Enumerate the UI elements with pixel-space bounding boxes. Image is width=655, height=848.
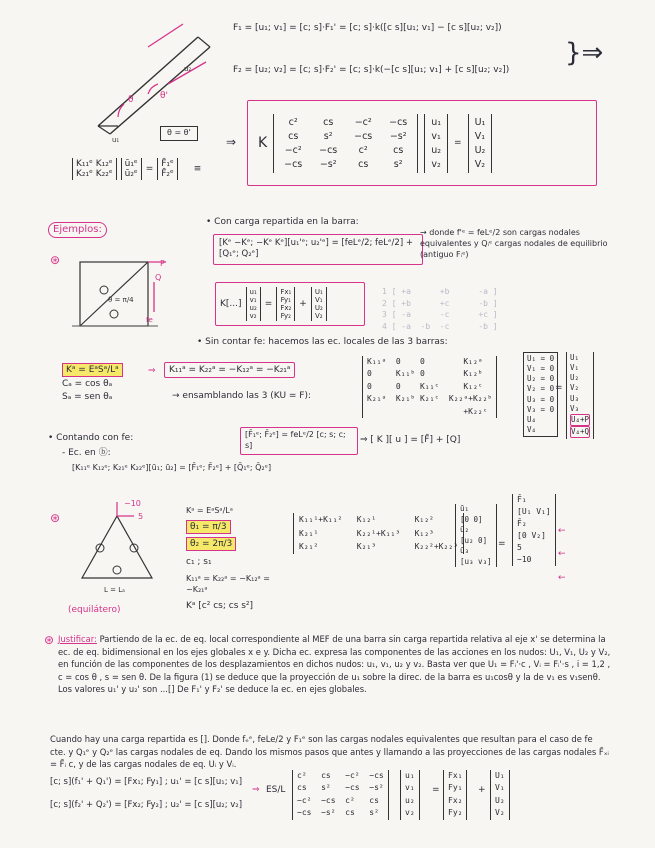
justificar-p2: Cuando hay una carga repartida es []. Donde fₑᵉ, feLe/2 y F₁ᵉ son las cargas nodales equivalentes que resultan para el caso de fe cte. y Q₁ᵉ y Q₂ᵉ las cargas nodales de eq. Dando los mismos pasos que antes y llamando a las proyecciones de las cargas nodales F̄ₓᵢ = F̄ᵢ c, y de las cargas nodales de eq. Uᵢ y Vᵢ. — [50, 734, 609, 770]
k-cell: s² — [323, 130, 333, 142]
equals-sign: = — [555, 383, 563, 393]
force-entry: V₁ — [474, 130, 486, 142]
svg-text:u₂: u₂ — [184, 65, 192, 73]
final-f-vector: Fx₁ Fy₁ Fx₂ Fy₂ — [443, 770, 467, 820]
k-definition: Kᵃ = EᵃSᵃ/Lᵃ — [62, 363, 123, 377]
ec-en-label: - Ec. en ⓑ: — [62, 448, 111, 458]
theta-pi4-label: θ = π/4 — [108, 296, 134, 304]
tri-u-vector: ū₁ [0 0] ū₂ [u₂ 0] ū₃ [u₃ v₃] — [455, 504, 497, 567]
reaction-vector: U₁ V₁ U₂ V₂ U₃ V₃ U₄+P V₄+Q — [566, 352, 594, 439]
tri-f-vector: F̄₁ [U₁ V₁] F̄₂ [0 V₂] 5 −10 — [512, 494, 556, 566]
f1-equation: F₁ = [u₁; v₁] = [c; s]·F₁' = [c; s]·k([c s][u₁; v₁] − [c s][u₂; v₂]) — [233, 23, 502, 33]
k-cell: −cs — [354, 130, 373, 142]
force-entry: U₂ — [474, 144, 486, 156]
f2-equation: F₂ = [u₂; v₂] = [c; s]·F₂' = [c; s]·k(−[c s][u₁; v₁] + [c s][u₂; v₂]) — [233, 65, 510, 75]
contando-title: • Contando con fe: — [48, 433, 134, 443]
assembled-matrix: K₁₁ᵃ 0 0 K₁₂ᵃ 0 K₁₁ᵇ 0 K₁₂ᵇ 0 0 K₁₁ᶜ K₁₂ᶜ K₂₁ᵃ K₂₁ᵇ K₂₁ᶜ K₂₂ᵃ+K₂₂ᵇ +K₂₂ᶜ — [362, 356, 497, 418]
global-stiffness-box: K c² cs −c² −cs cs s² −cs −s² −c² −cs c² cs −cs −s² cs s² u₁ v₁ u₂ v₂ = U₁ V₁ U₂ V₂ — [247, 100, 597, 186]
justificar-p1 — [58, 633, 613, 696]
tri-assembled-matrix: K₁₁¹+K₁₁² K₁₂¹ K₁₂² K₂₁¹ K₂₂¹+K₁₁³ K₁₂³ K₂₁² K₂₁³ K₂₂²+K₂₂³ — [293, 513, 464, 554]
k-matrix-4x4 — [273, 114, 418, 173]
final-k-matrix: c² cs −c² −cs cs s² −cs −s² −c² −cs c² cs −cs −s² cs s² — [292, 770, 389, 820]
bc-vector: U₁ = 0 V₁ = 0 U₂ = 0 V₂ = 0 U₃ = 0 V₃ = 0 U₄ V₄ — [523, 352, 558, 437]
example-2-marker: ⊛ — [50, 511, 61, 525]
s-definition: Sₐ = sen θₐ — [62, 392, 113, 402]
example-1-marker: ⊛ — [50, 253, 61, 267]
fe-label: fe — [146, 316, 153, 324]
ejemplos-title: Ejemplos: — [48, 222, 107, 238]
tri-k-matrix: Kᵃ [c² cs; cs s²] — [186, 601, 254, 611]
k-cell: cs — [323, 116, 334, 128]
final-equals: = — [432, 785, 440, 795]
svg-text:u₁: u₁ — [112, 136, 120, 144]
displacement-entry: v₁ — [431, 130, 441, 142]
tri-equals: = — [498, 539, 506, 549]
tri-arrows: ← ← ← — [558, 526, 566, 583]
faint-matrix: 1 [ +a +b -a ] 2 [ +b +c -b ] 3 [ -a -c +c ] 4 [ -a -b -c -b ] — [382, 287, 498, 331]
carga-repartida-title: • Con carga repartida en la barra: — [206, 217, 359, 227]
left-u-vector: ū₁ᵉ ū₂ᵉ — [121, 158, 142, 180]
load-q-label: Q — [155, 273, 162, 282]
k-cell: c² — [358, 144, 368, 156]
triangle-truss — [72, 498, 172, 598]
truss-diagram-1 — [62, 252, 170, 348]
justificar-title: Justificar: — [58, 634, 97, 644]
theta1: θ₁ = π/3 — [186, 520, 231, 534]
tri-k-relation: K₁₁ᵃ = K₂₂ᵃ = −K₁₂ᵃ = −K₂₁ᵃ — [186, 574, 270, 594]
theta-prime-mark: θ' — [160, 91, 168, 101]
equilatero-label: (equilátero) — [68, 605, 121, 615]
ensamblando-label: → ensamblando las 3 (KU = F): — [172, 391, 312, 401]
justificar-text: Partiendo de la ec. de eq. local correspondiente al MEF de una barra sin carga repartida relativa al eje x' se determina la ec. de eq. bidimensional en los ejes globales x e y. Dicha ec. expresa las componentes de las acciones en los nudos: U₁, V₁, U₂ y V₂, en función de las componentes de los desplazamientos en dichos nudos: u₁, v₁, u₂ y v₂. Basta ver que U₁ = Fᵢ'·c , Vᵢ = Fᵢ'·s , i = 1,2 , c = cos θ , s = sen θ. De la figura (1) se deduce que la proyección de u₁ sobre la direc. de la barra es u₁cosθ y la de v₁ es v₁senθ. Los valores u₁' y u₂' son ...[] De F₁' y F₂' se deduce la ec. en ejes globales. — [58, 634, 611, 695]
displacement-vector — [424, 114, 448, 173]
displacement-entry: u₁ — [431, 116, 442, 128]
c-definition: Cₐ = cos θₐ — [62, 379, 113, 389]
brace-arrow: }⇒ — [565, 38, 604, 68]
k-cell: −c² — [284, 144, 302, 156]
fe-vector-box: [F̄₁ᵉ; F̄₂ᵉ] = feLᵉ/2 [c; s; c; s] — [240, 427, 358, 455]
force-entry: U₁ — [474, 116, 486, 128]
sin-contar-title: • Sin contar fe: hacemos las ec. locales de las 3 barras: — [197, 337, 448, 347]
left-matrix-equation: K₁₁ᵉ K₁₂ᵉ K₂₁ᵉ K₂₂ᵉ ū₁ᵉ ū₂ᵉ = F̄₁ᵉ F̄₂ᵉ ≡ — [72, 158, 201, 180]
element-eq-b: [K₁₁ᵉ K₁₂ᵉ; K₂₁ᵉ K₂₂ᵉ][ū₁; ū₂] = [F̄₁ᵉ; F̄₂ᵉ] + [Q̄₁ᵉ; Q̄₂ᵉ] — [72, 463, 272, 472]
final-plus: + — [478, 785, 486, 795]
k-cell: −cs — [319, 144, 338, 156]
displacement-entry: u₂ — [431, 144, 442, 156]
justificar-marker: ⊛ — [44, 633, 55, 647]
c1s1: c₁ ; s₁ — [186, 557, 212, 567]
tri-load-vert: −10 — [124, 499, 141, 508]
es-over-l: ES/L — [266, 785, 286, 795]
displacement-entry: v₂ — [431, 158, 441, 170]
tri-length: L = Lₐ — [104, 586, 125, 594]
proj-eq-2: [c; s](f₂' + Q₂') = [Fx₂; Fy₂] ; u₂' = [c s][u₂; v₂] — [50, 800, 243, 810]
implies-arrow: ⇒ — [226, 135, 237, 149]
force-entry: V₂ — [474, 158, 486, 170]
k-relation: K₁₁ᵃ = K₂₂ᵃ = −K₁₂ᵃ = −K₂₁ᵃ — [164, 362, 295, 378]
final-u-vector: u₁ v₁ u₂ v₂ — [400, 770, 420, 820]
tri-k-def: Kᵃ = EᵃSᵃ/Lᵃ — [186, 506, 233, 515]
k-cell: cs — [288, 130, 299, 142]
force-vector — [468, 114, 493, 173]
k-cell: cs — [393, 144, 404, 156]
theta-equal-box: θ = θ' — [160, 126, 198, 141]
k-cell: cs — [358, 158, 369, 170]
theta-mark: θ — [128, 95, 134, 105]
arrow-1: ⇒ — [148, 366, 156, 376]
load-p-label: P — [160, 259, 165, 268]
left-k-matrix: K₁₁ᵉ K₁₂ᵉ K₂₁ᵉ K₂₂ᵉ — [72, 158, 117, 180]
final-arrow: ⇒ — [252, 785, 260, 795]
assembled-with-fe: ⇒ [ K ][ u ] = [F̄] + [Q] — [360, 435, 461, 445]
k-cell: s² — [393, 158, 403, 170]
theta2: θ₂ = 2π/3 — [186, 537, 236, 551]
tri-load-horiz: 5 — [138, 512, 144, 521]
k-cell: −s² — [389, 130, 407, 142]
left-f-vector: F̄₁ᵉ F̄₂ᵉ — [157, 158, 178, 180]
k-cell: −cs — [284, 158, 303, 170]
k-cell: −s² — [319, 158, 337, 170]
k-cell: −cs — [389, 116, 408, 128]
final-U-vector: U₁ V₁ U₂ V₂ — [490, 770, 510, 820]
k-cell: c² — [288, 116, 298, 128]
cargas-note: → donde f'ᵉ = feLᵉ/2 son cargas nodales equivalentes y Qᵢᵉ cargas nodales de equilibrio (antiguo Fᵢᵉ) — [420, 228, 608, 259]
bar-diagram-top — [88, 22, 218, 147]
proj-eq-1: [c; s](f₁' + Q₁') = [Fx₁; Fy₁] ; u₁' = [c s][u₁; v₁] — [50, 777, 243, 787]
fe-system-box: K[...] u₁ v₁ u₂ v₂ = Fx₁ Fy₁ Fx₂ Fy₂ + U₁ V₁ U₂ V₂ — [215, 282, 365, 326]
local-eq-box: [Kᵉ −Kᵉ; −Kᵉ Kᵉ][u₁'ᵉ; u₂'ᵉ] = [feLᵉ/2; feLᵉ/2] + [Q₁ᵉ; Q₂ᵉ] — [213, 234, 423, 265]
k-cell: −c² — [354, 116, 372, 128]
